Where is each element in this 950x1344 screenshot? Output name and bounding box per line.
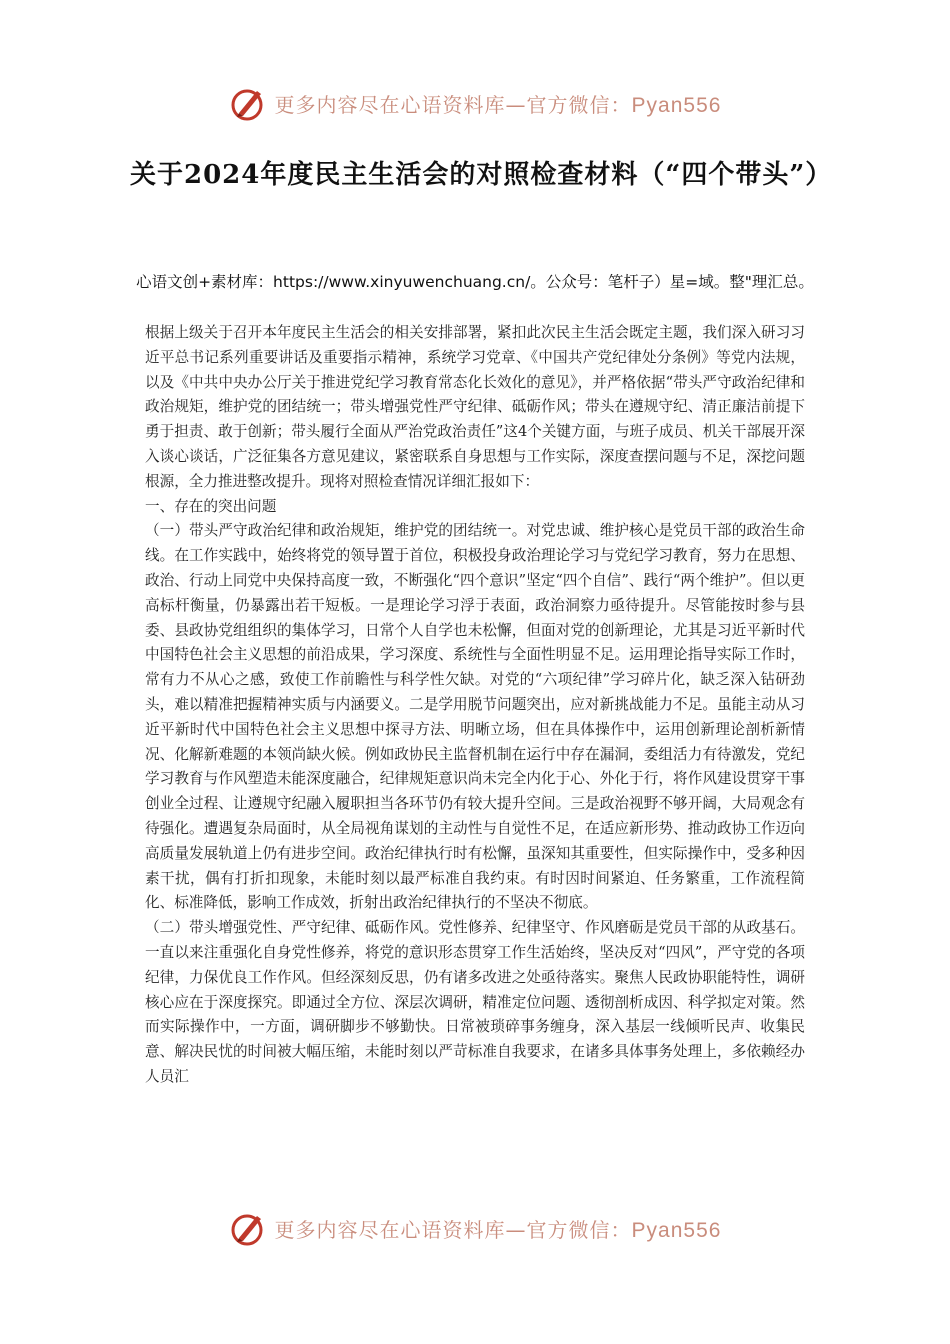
- source-line: 心语文创+素材库：https://www.xinyuwenchuang.cn/。公众号：笔杆子）星=域。整"理汇总。: [136, 273, 814, 291]
- header-banner: [0, 78, 950, 128]
- banner-text: 更多内容尽在心语资料库—官方微信：Pyan556: [274, 1217, 722, 1242]
- intro-paragraph: 根据上级关于召开本年度民主生活会的相关安排部署，紧扣此次民主生活会既定主题，我们深入研习习近平总书记系列重要讲话及重要指示精神，系统学习党章、《中国共产党纪律处分条例》等党内法规，以及《中共中央办公厅关于推进党纪学习教育常态化长效化的意见》，并严格依据“带头严守政治纪律和政治规矩，维护党的团结统一；带头增强党性严守纪律、砥砺作风；带头在遵规守纪、清正廉洁前提下勇于担责、敢于创新；带头履行全面从严治党政治责任”这4个关键方面，与班子成员、机关干部展开深入谈心谈话，广泛征集各方意见建议，紧密联系自身思想与工作实际，深度查摆问题与不足，深挖问题根源，全力推进整改提升。现将对照检查情况详细汇报如下：: [145, 324, 805, 490]
- pen-logo-icon: [229, 1208, 269, 1248]
- document-body: [145, 321, 805, 1090]
- wechat-id: Pyan556: [631, 1218, 722, 1242]
- wechat-id: Pyan556: [631, 93, 722, 117]
- section-heading: 一、存在的突出问题: [145, 497, 277, 515]
- banner-text: 更多内容尽在心语资料库—官方微信：Pyan556: [274, 92, 722, 117]
- pen-logo-icon: [229, 83, 269, 123]
- section-paragraph-1: （一）带头严守政治纪律和政治规矩，维护党的团结统一。对党忠诚、维护核心是党员干部的政治生命线。在工作实践中，始终将党的领导置于首位，积极投身政治理论学习与党纪学习教育，努力在思想、政治、行动上同党中央保持高度一致，不断强化“四个意识”坚定“四个自信”、践行“两个维护”。但以更高标杆衡量，仍暴露出若干短板。一是理论学习浮于表面，政治洞察力亟待提升。尽管能按时参与县委、县政协党组组织的集体学习，日常个人自学也未松懈，但面对党的创新理论，尤其是习近平新时代中国特色社会主义思想的前沿成果，学习深度、系统性与全面性明显不足。运用理论指导实际工作时，常有力不从心之感，致使工作前瞻性与科学性欠缺。对党的“六项纪律”学习碎片化，缺乏深入钻研劲头，难以精准把握精神实质与内涵要义。二是学用脱节问题突出，应对新挑战能力不足。虽能主动从习近平新时代中国特色社会主义思想中探寻方法、明晰立场，但在具体操作中，运用创新理论剖析新情况、化解新难题的本领尚缺火候。例如政协民主监督机制在运行中存在漏洞，委组活力有待激发，党纪学习教育与作风塑造未能深度融合，纪律规矩意识尚未完全内化于心、外化于行，将作风建设贯穿干事创业全过程、让遵规守纪融入履职担当各环节仍有较大提升空间。三是政治视野不够开阔，大局观念有待强化。遭遇复杂局面时，从全局视角谋划的主动性与自觉性不足，在适应新形势、推动政协工作迈向高质量发展轨道上仍有进步空间。政治纪律执行时有松懈，虽深知其重要性，但实际操作中，受多种因素干扰，偶有打折扣现象，未能时刻以最严标准自我约束。有时因时间紧迫、任务繁重，工作流程简化、标准降低，影响工作成效，折射出政治纪律执行的不坚决不彻底。: [145, 522, 805, 912]
- footer-banner: [0, 1203, 950, 1253]
- section-paragraph-2: （二）带头增强党性、严守纪律、砥砺作风。党性修养、纪律坚守、作风磨砺是党员干部的从政基石。一直以来注重强化自身党性修养，将党的意识形态贯穿工作生活始终，坚决反对“四风”，严守党的各项纪律，力保优良工作作风。但经深刻反思，仍有诸多改进之处亟待落实。聚焦人民政协职能特性，调研核心应在于深度探究。即通过全方位、深层次调研，精准定位问题、透彻剖析成因、科学拟定对策。然而实际操作中，一方面，调研脚步不够勤快。日常被琐碎事务缠身，深入基层一线倾听民声、收集民意、解决民忧的时间被大幅压缩，未能时刻以严苛标准自我要求，在诸多具体事务处理上，多依赖经办人员汇: [145, 919, 805, 1085]
- document-title: 关于2024年度民主生活会的对照检查材料（“四个带头”）: [130, 160, 833, 190]
